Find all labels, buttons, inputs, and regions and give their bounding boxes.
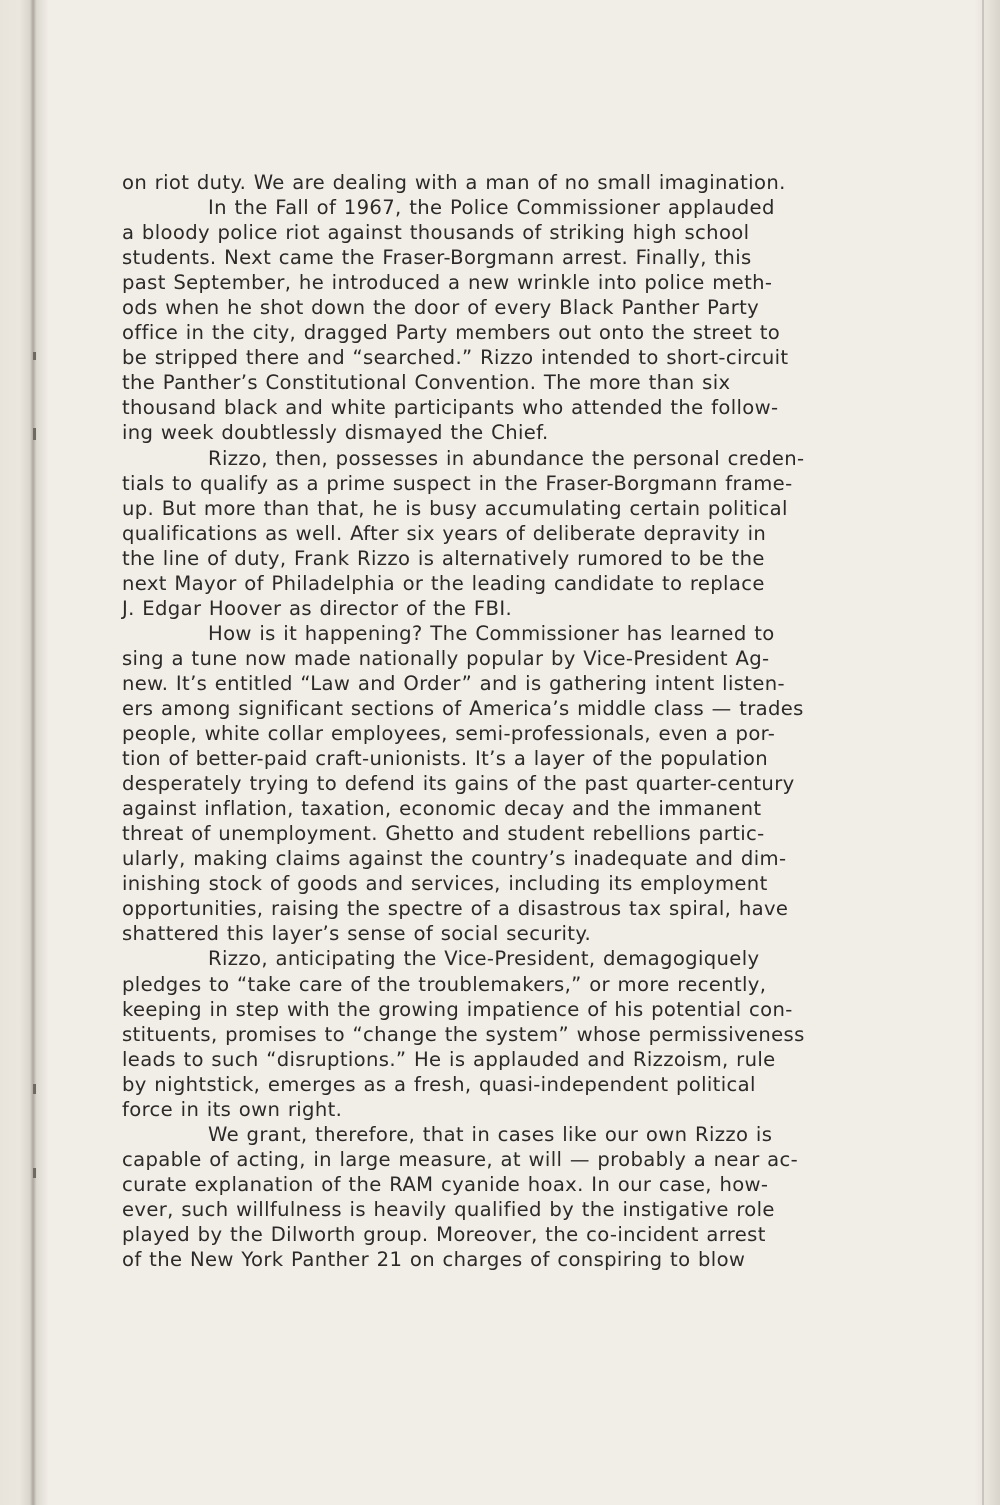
- text-line: How is it happening? The Commissioner has learned to: [208, 621, 775, 645]
- text-line: Rizzo, then, possesses in abundance the personal creden-: [208, 446, 805, 470]
- text-line: by nightstick, emerges as a fresh, quasi-independent political: [122, 1072, 756, 1096]
- text-line: curate explanation of the RAM cyanide hoax. In our case, how-: [122, 1172, 769, 1196]
- text-line: thousand black and white participants who attended the follow-: [122, 396, 779, 420]
- text-line: capable of acting, in large measure, at will — probably a near ac-: [122, 1147, 799, 1171]
- text-line: a bloody police riot against thousands of striking high school: [122, 221, 750, 245]
- text-line: In the Fall of 1967, the Police Commissioner applauded: [208, 196, 775, 220]
- binding-mark: [33, 428, 36, 440]
- text-line: threat of unemployment. Ghetto and student rebellions partic-: [122, 822, 765, 846]
- text-line: people, white collar employees, semi-professionals, even a por-: [122, 722, 776, 746]
- text-line: keeping in step with the growing impatience of his potential con-: [122, 997, 793, 1021]
- text-line: inishing stock of goods and services, including its employment: [122, 872, 768, 896]
- text-line: sing a tune now made nationally popular by Vice-President Ag-: [122, 646, 770, 670]
- text-line: office in the city, dragged Party members out onto the street to: [122, 321, 781, 345]
- text-line: the line of duty, Frank Rizzo is alternatively rumored to be the: [122, 546, 765, 570]
- text-line: ods when he shot down the door of every Black Panther Party: [122, 296, 760, 320]
- text-line: next Mayor of Philadelphia or the leading candidate to replace: [122, 571, 765, 595]
- text-line: J. Edgar Hoover as director of the FBI.: [122, 596, 513, 620]
- text-line: stituents, promises to “change the system” whose permissiveness: [122, 1022, 805, 1046]
- text-line: ularly, making claims against the country’s inadequate and dim-: [122, 847, 787, 871]
- text-line: students. Next came the Fraser-Borgmann arrest. Finally, this: [122, 246, 752, 270]
- binding-mark: [33, 1168, 36, 1178]
- text-line: ever, such willfulness is heavily qualified by the instigative role: [122, 1197, 775, 1221]
- gutter-crease: [30, 0, 36, 1505]
- text-line: We grant, therefore, that in cases like our own Rizzo is: [208, 1122, 773, 1146]
- text-line: tials to qualify as a prime suspect in the Fraser-Borgmann frame-: [122, 471, 793, 495]
- binding-mark: [33, 352, 36, 360]
- text-line: of the New York Panther 21 on charges of conspiring to blow: [122, 1248, 746, 1272]
- text-line: on riot duty. We are dealing with a man of no small imagination.: [122, 171, 786, 194]
- text-line: Rizzo, anticipating the Vice-President, demagogiquely: [208, 947, 760, 971]
- text-line: against inflation, taxation, economic decay and the immanent: [122, 797, 762, 821]
- book-spine-shadow: [0, 0, 48, 1505]
- text-line: pledges to “take care of the troublemakers,” or more recently,: [122, 972, 767, 996]
- text-line: tion of better-paid craft-unionists. It’s a layer of the population: [122, 747, 768, 771]
- text-line: force in its own right.: [122, 1097, 343, 1121]
- next-page-edge: [974, 0, 1000, 1505]
- text-line: shattered this layer’s sense of social security.: [122, 922, 592, 946]
- text-line: past September, he introduced a new wrinkle into police meth-: [122, 271, 773, 295]
- text-line: played by the Dilworth group. Moreover, the co-incident arrest: [122, 1222, 766, 1246]
- text-line: qualifications as well. After six years of deliberate depravity in: [122, 521, 767, 545]
- text-line: desperately trying to defend its gains of the past quarter-century: [122, 772, 795, 796]
- text-line: ers among significant sections of America’s middle class — trades: [122, 696, 804, 720]
- text-line: be stripped there and “searched.” Rizzo intended to short-circuit: [122, 346, 789, 370]
- text-line: opportunities, raising the spectre of a disastrous tax spiral, have: [122, 897, 789, 921]
- binding-mark: [33, 1084, 36, 1094]
- body-text: [122, 170, 840, 1272]
- text-line: new. It’s entitled “Law and Order” and is gathering intent listen-: [122, 671, 785, 695]
- text-line: ing week doubtlessly dismayed the Chief.: [122, 421, 549, 445]
- text-line: leads to such “disruptions.” He is applauded and Rizzoism, rule: [122, 1047, 776, 1071]
- text-line: up. But more than that, he is busy accumulating certain political: [122, 496, 788, 520]
- text-line: the Panther’s Constitutional Convention. The more than six: [122, 371, 731, 395]
